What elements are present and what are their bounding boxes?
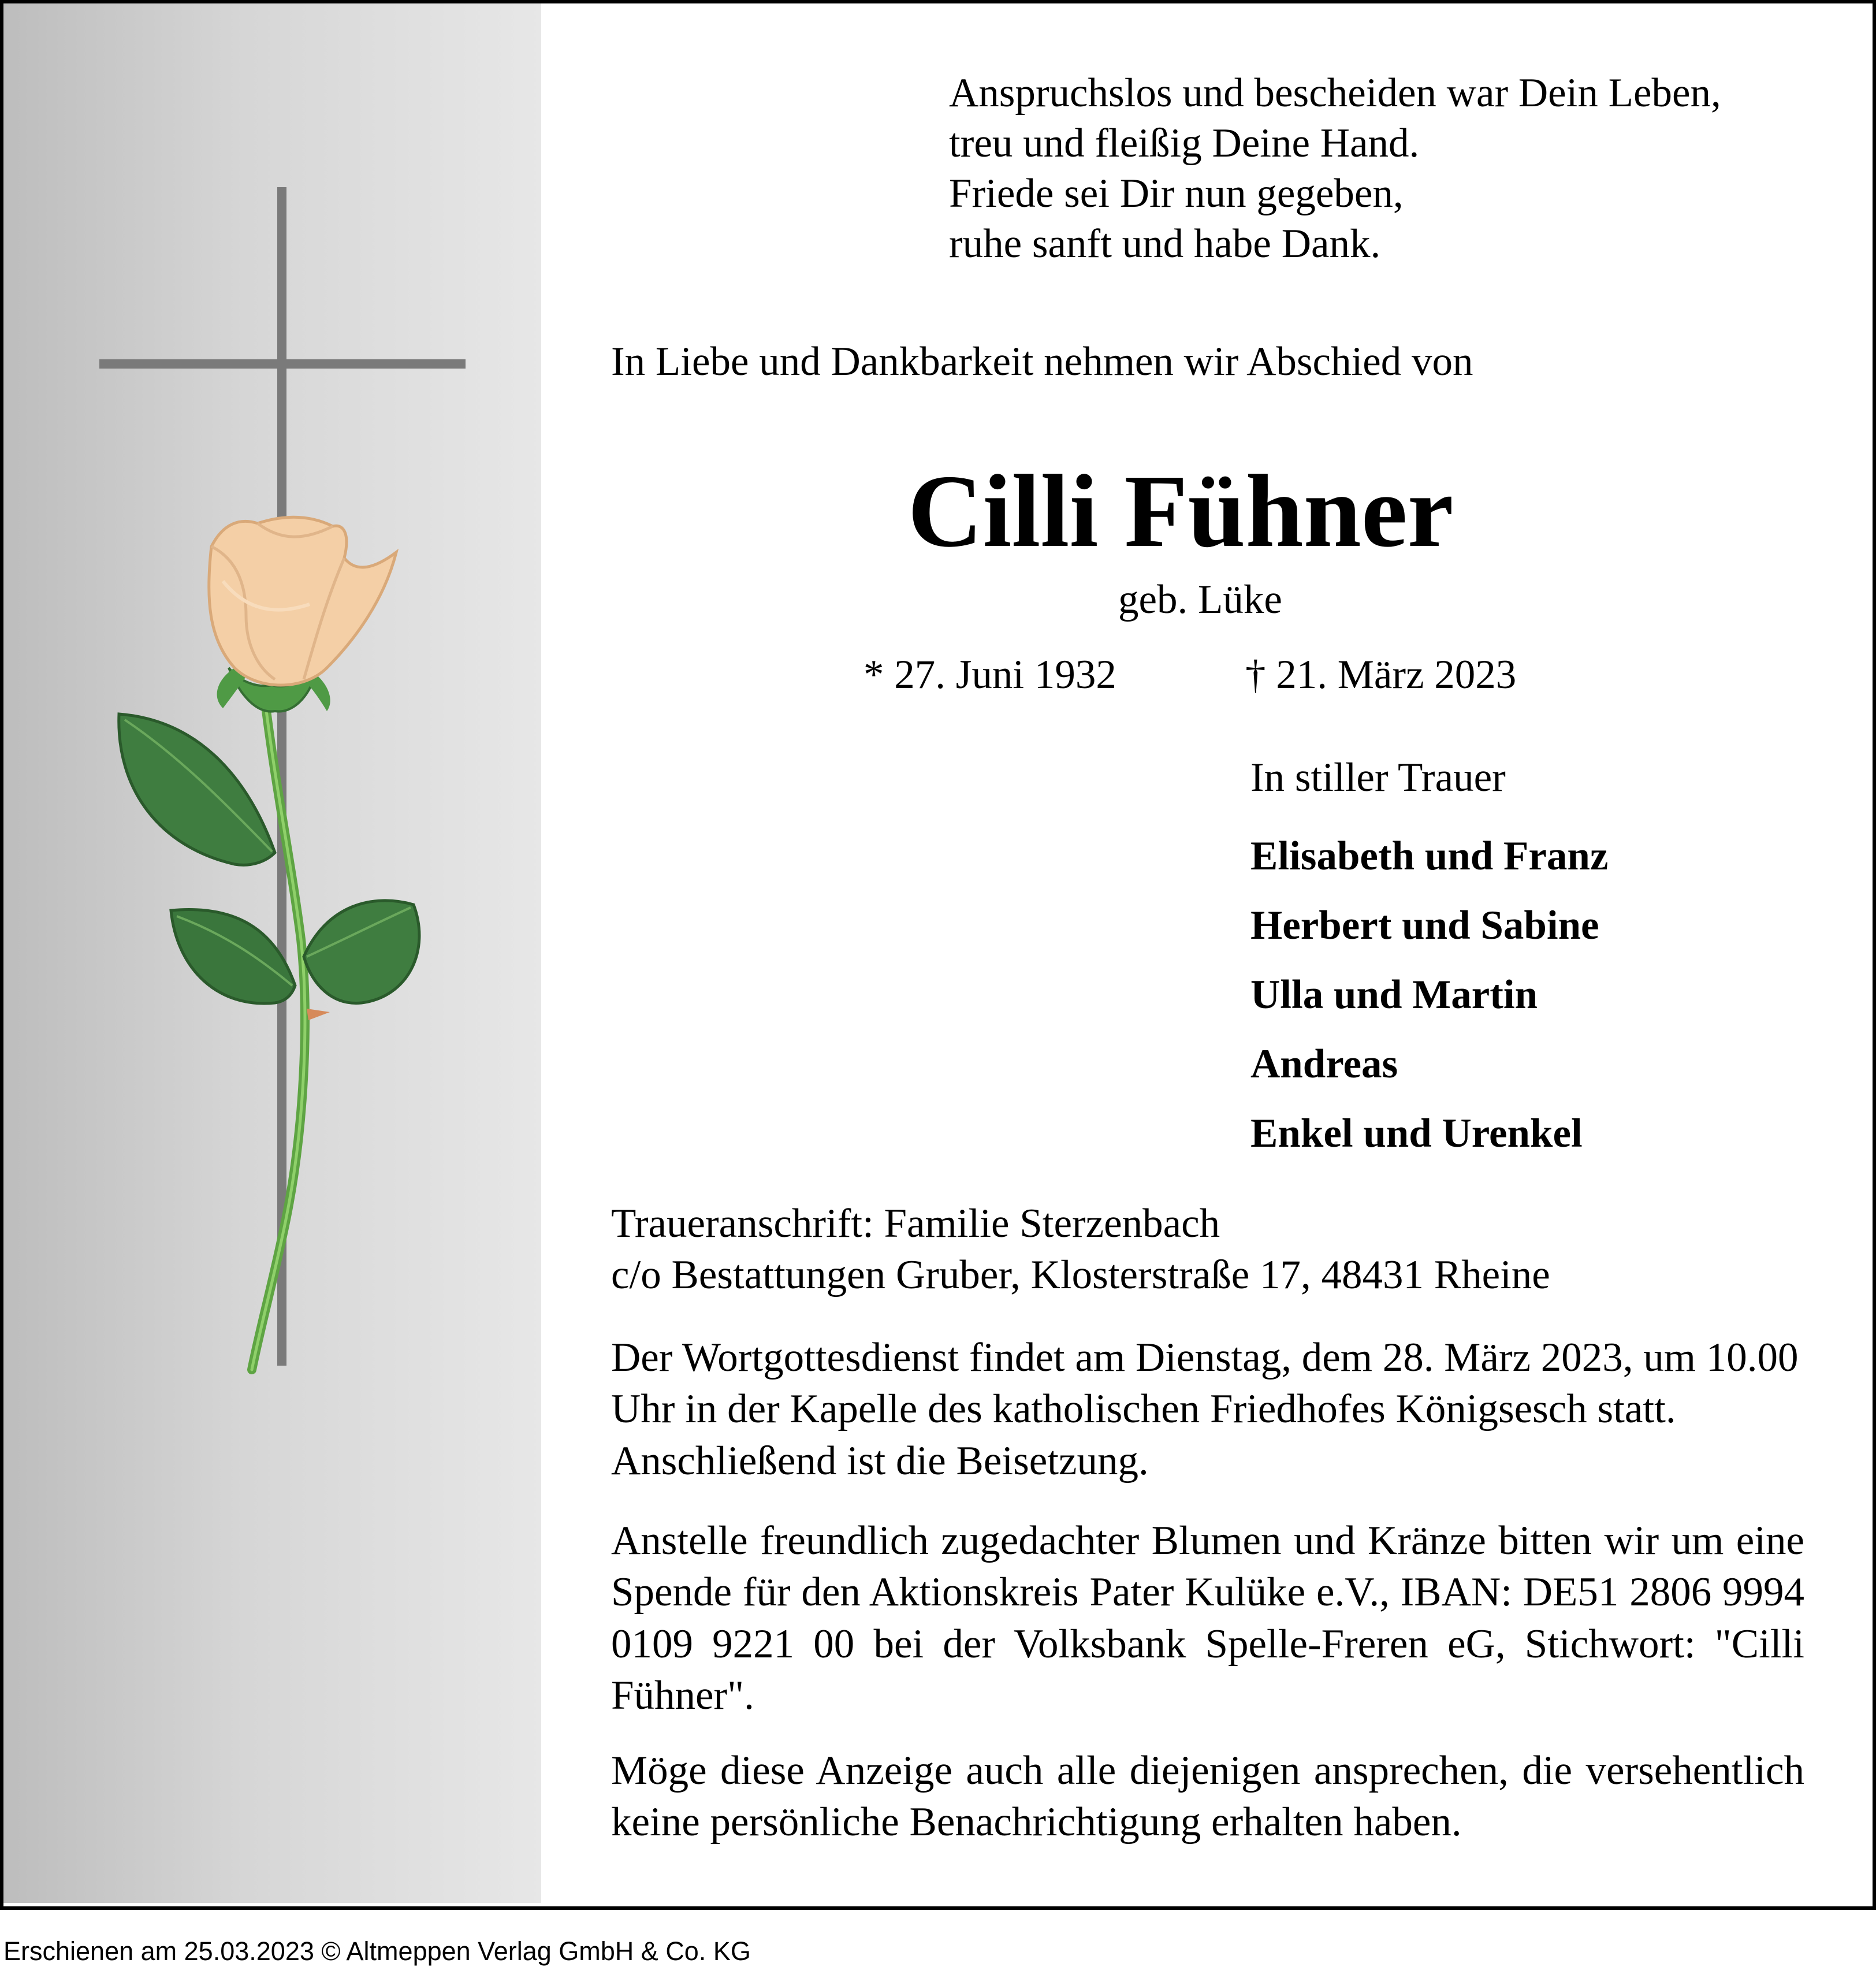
poem-line: Friede sei Dir nun gegeben, bbox=[949, 171, 1404, 216]
rose-icon bbox=[119, 517, 419, 1370]
notice-text: Möge diese Anzeige auch alle diejenigen ansprechen, die versehentlich keine persönliche Benachrichtigung erhalten haben. bbox=[611, 1748, 1804, 1845]
mourner-name: Ulla und Martin bbox=[1250, 972, 1538, 1017]
birth-date: * 27. Juni 1932 bbox=[863, 652, 1116, 697]
mourning-address bbox=[611, 1198, 1804, 1302]
donation-info: Anstelle freundlich zugedachter Blumen und Kränze bitten wir um eine Spende für den Aktionskreis Pater Kulüke e.V., IBAN: DE51 2806 9994 0109 9221 00 bei der Volksbank Spelle-Freren eG, Stichwort: "Cilli Fühner". bbox=[611, 1518, 1804, 1719]
poem-line: ruhe sanft und habe Dank. bbox=[949, 221, 1381, 266]
mourner-name: Elisabeth und Franz bbox=[1250, 834, 1609, 879]
mourner-name: Enkel und Urenkel bbox=[1250, 1111, 1583, 1156]
mourner-name: Herbert und Sabine bbox=[1250, 903, 1599, 948]
decorative-panel bbox=[3, 3, 541, 1903]
address-line: c/o Bestattungen Gruber, Klosterstraße 17, 48431 Rheine bbox=[611, 1252, 1550, 1298]
service-info: Der Wortgottesdienst findet am Dienstag, dem 28. März 2023, um 10.00 Uhr in der Kapelle des katholischen Friedhofes Königsesch statt. Anschließend ist die Beisetzung. bbox=[611, 1335, 1799, 1484]
address-line: Traueranschrift: Familie Sterzenbach bbox=[611, 1201, 1220, 1246]
maiden-name: geb. Lüke bbox=[1118, 577, 1282, 622]
deceased-name: Cilli Fühner bbox=[907, 453, 1454, 568]
mourner-name: Andreas bbox=[1250, 1042, 1398, 1087]
mourners-list bbox=[1250, 821, 1608, 1168]
farewell-intro: In Liebe und Dankbarkeit nehmen wir Abschied von bbox=[611, 339, 1473, 384]
death-date: † 21. März 2023 bbox=[1245, 652, 1517, 697]
memorial-poem bbox=[949, 68, 1721, 269]
mourners-heading: In stiller Trauer bbox=[1250, 755, 1506, 800]
publication-footer: Erschienen am 25.03.2023 © Altmeppen Verlag GmbH & Co. KG bbox=[3, 1936, 751, 1966]
cross-and-rose-illustration bbox=[3, 3, 541, 1903]
poem-line: Anspruchslos und bescheiden war Dein Leben, bbox=[949, 70, 1721, 116]
poem-line: treu und fleißig Deine Hand. bbox=[949, 121, 1420, 166]
